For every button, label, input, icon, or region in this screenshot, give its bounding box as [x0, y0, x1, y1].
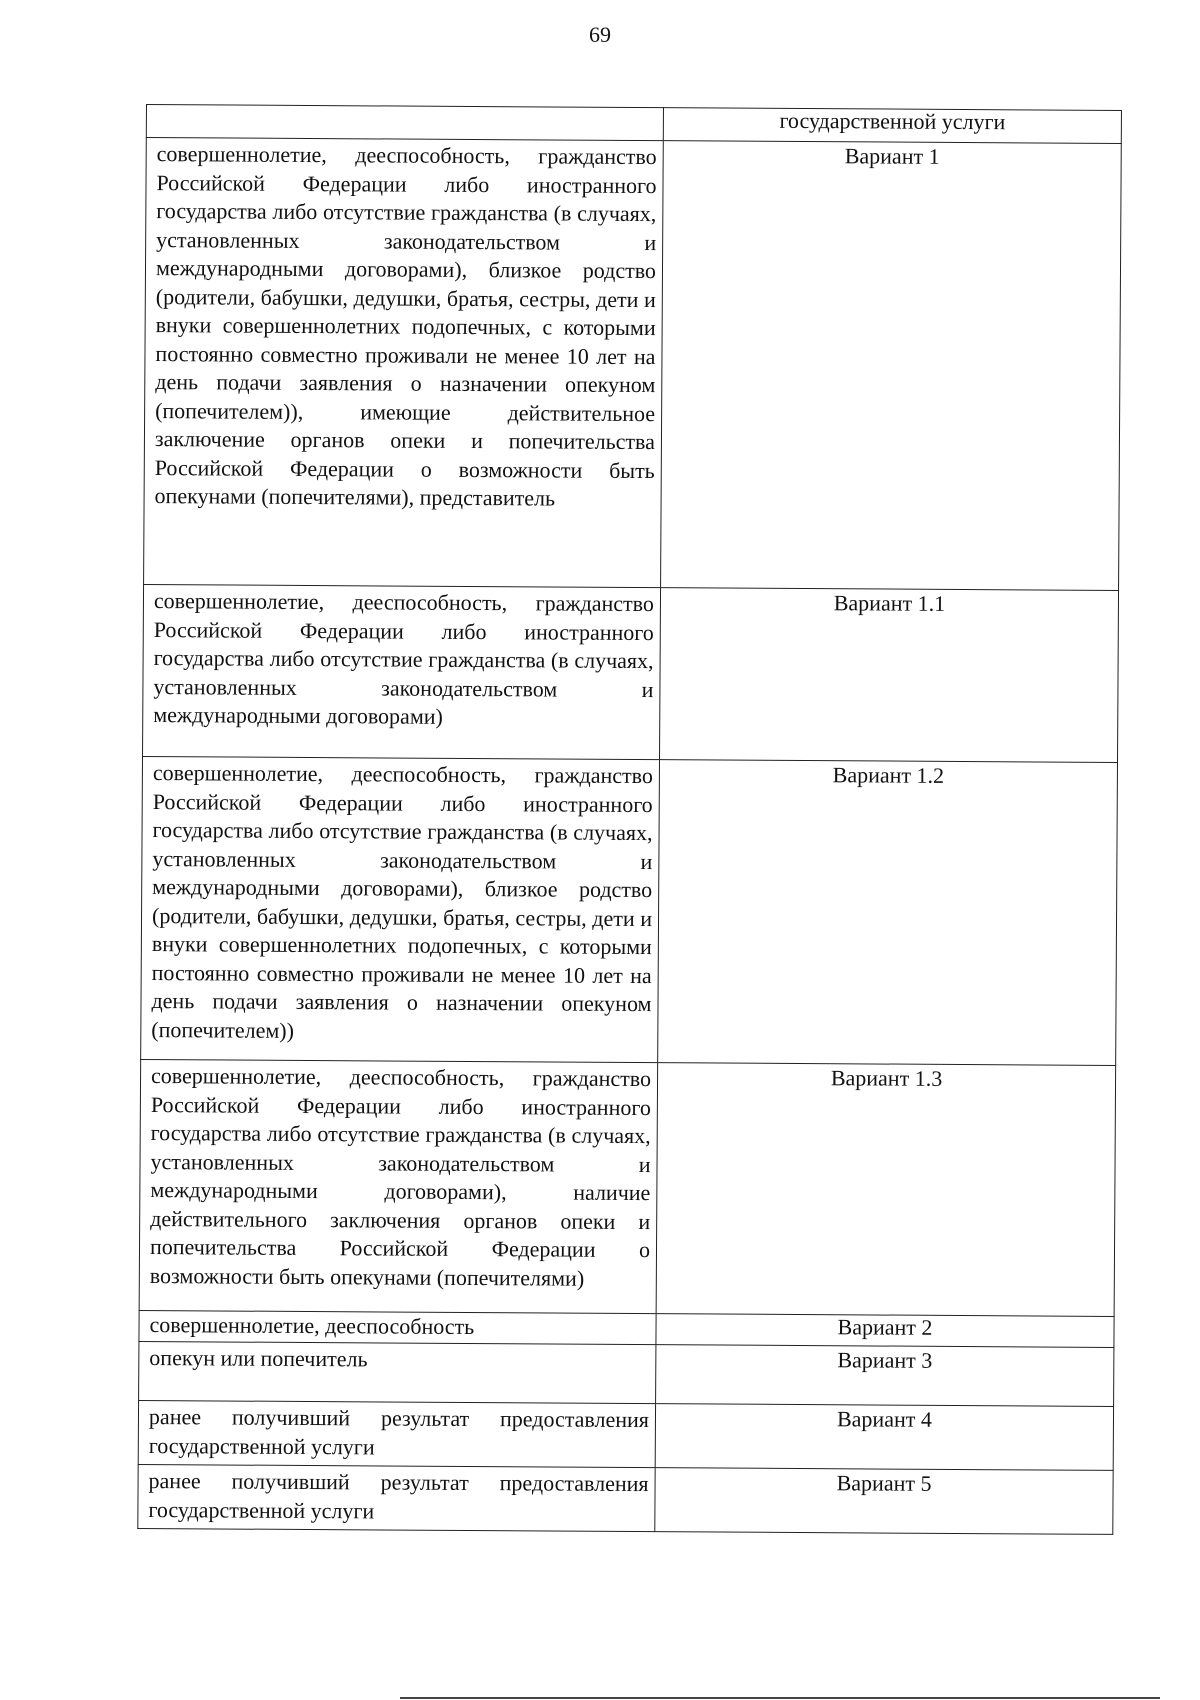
criteria-cell: совершеннолетие, дееспособность, гражданство Российской Федерации либо иностранного государства либо отсутствие гражданства (в случаях, установленных законодательством и международными договорами) — [143, 584, 661, 759]
table-row — [144, 138, 1122, 591]
criteria-cell: ранее получивший результат предоставления государственной услуги — [138, 1400, 655, 1467]
variant-cell: Вариант 4 — [655, 1404, 1113, 1471]
criteria-cell: совершеннолетие, дееспособность — [139, 1310, 656, 1344]
variant-cell: Вариант 5 — [655, 1468, 1113, 1535]
table-row — [143, 584, 1119, 762]
criteria-cell: опекун или попечитель — [139, 1341, 656, 1403]
table-header-left-cell — [146, 105, 663, 141]
variant-cell: Вариант 1 — [661, 141, 1122, 591]
criteria-cell: совершеннолетие, дееспособность, гражданство Российской Федерации либо иностранного государства либо отсутствие гражданства (в случаях, установленных законодательством и международными договорами), наличие действительного заключения органов опеки и попечительства Российской Федерации о возможности быть опекунами (попечителями) — [139, 1059, 658, 1313]
variant-cell: Вариант 1.3 — [656, 1063, 1116, 1317]
table-header-right-cell: государственной услуги — [663, 108, 1121, 144]
table-row — [139, 1341, 1114, 1406]
criteria-cell: ранее получивший результат предоставления государственной услуги — [138, 1464, 655, 1531]
criteria-cell: совершеннолетие, дееспособность, гражданство Российской Федерации либо иностранного государства либо отсутствие гражданства (в случаях, установленных законодательством и международными договорами), близкое родство (родители, бабушки, дедушки, братья, сестры, дети и внуки совершеннолетних подопечных, с которыми постоянно совместно проживали не менее 10 лет на день подачи заявления о назначении опекуном (попечителем)), имеющие действительное заключение органов опеки и попечительства Российской Федерации о возможности быть опекунами (попечителями), представитель — [144, 138, 664, 588]
table-row — [141, 756, 1118, 1065]
bottom-rule-divider — [400, 1697, 1160, 1699]
variant-cell: Вариант 3 — [656, 1345, 1114, 1407]
criteria-cell: совершеннолетие, дееспособность, гражданство Российской Федерации либо иностранного государства либо отсутствие гражданства (в случаях, установленных законодательством и международными договорами), близкое родство (родители, бабушки, дедушки, братья, сестры, дети и внуки совершеннолетних подопечных, с которыми постоянно совместно проживали не менее 10 лет на день подачи заявления о назначении опекуном (попечителем)) — [141, 756, 660, 1062]
criteria-variants-table — [137, 104, 1122, 1535]
variant-cell: Вариант 1.2 — [658, 760, 1118, 1066]
variant-cell: Вариант 2 — [656, 1314, 1114, 1348]
variant-cell: Вариант 1.1 — [660, 588, 1119, 763]
page-number: 69 — [589, 22, 611, 47]
table-row — [138, 1400, 1113, 1470]
table-row — [139, 1059, 1116, 1316]
table-row — [138, 1464, 1113, 1534]
